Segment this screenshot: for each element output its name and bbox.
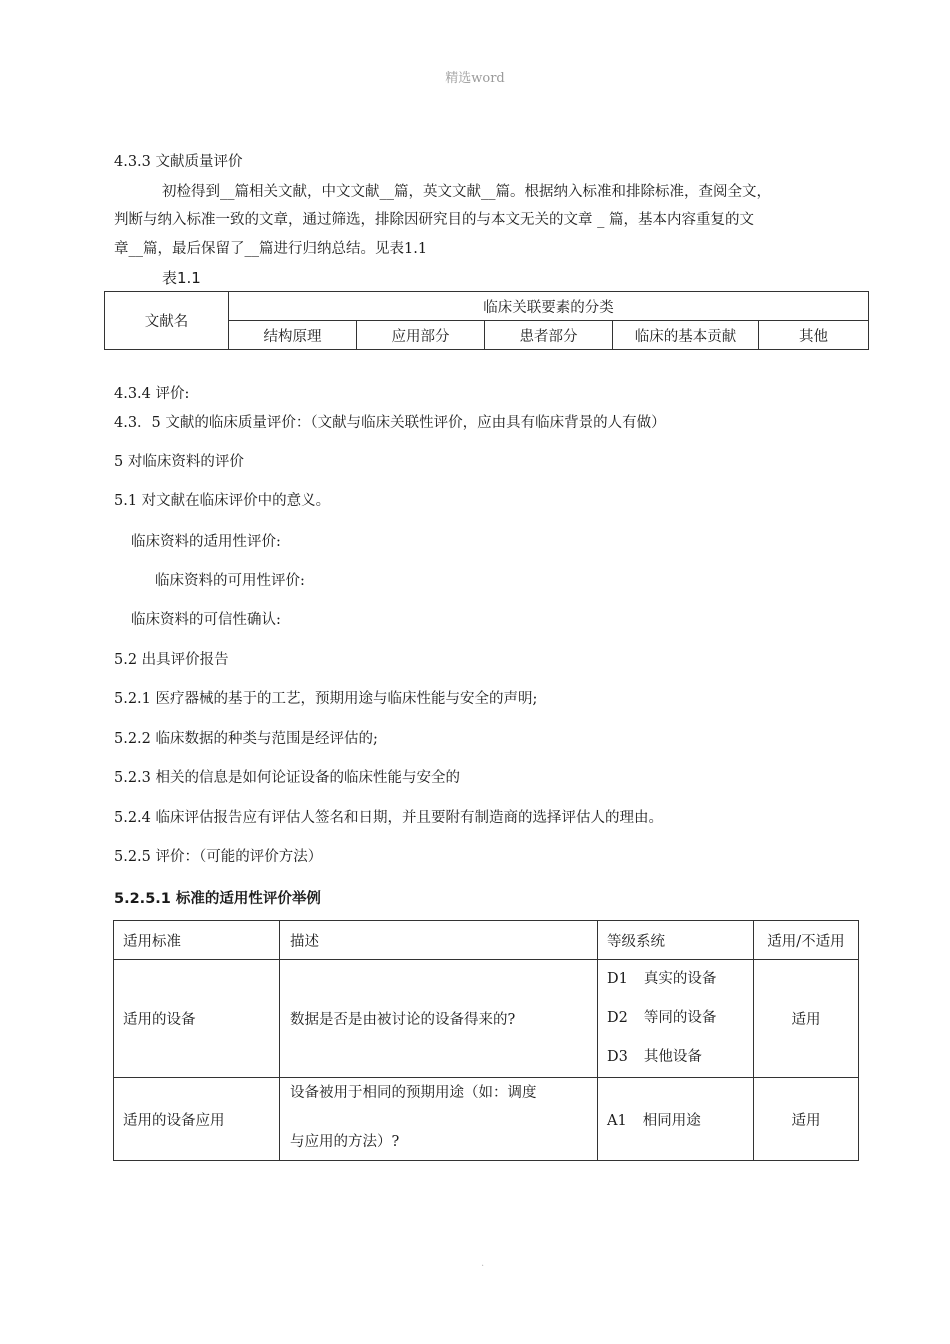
section-5-2: 5.2 出具评价报告 xyxy=(114,652,229,668)
paragraph-line-2: 判断与纳入标准一致的文章，通过筛选，排除因研究目的与本文无关的文章 _ 篇，基本内容重复的文 xyxy=(114,212,754,228)
section-4-3-4: 4.3.4 评价: xyxy=(114,386,190,402)
section-5: 5 对临床资料的评价 xyxy=(114,454,244,470)
section-5-2-1: 5.2.1 医疗器械的基于的工艺，预期用途与临床性能与安全的声明; xyxy=(114,691,538,707)
subheader-patient: 患者部分 xyxy=(485,321,613,350)
subheader-application: 应用部分 xyxy=(357,321,485,350)
section-5-2-3: 5.2.3 相关的信息是如何论证设备的临床性能与安全的 xyxy=(114,770,461,786)
subheader-clinical-contribution: 临床的基本贡献 xyxy=(613,321,759,350)
th-standard: 适用标准 xyxy=(114,921,280,960)
row1-description: 数据是否是由被讨论的设备得来的? xyxy=(280,960,598,1078)
subheader-other: 其他 xyxy=(759,321,869,350)
row1-grading xyxy=(598,960,754,1078)
section-5-2-5: 5.2.5 评价：（可能的评价方法） xyxy=(114,849,323,865)
item-applicability: 临床资料的适用性评价: xyxy=(131,534,281,550)
section-5-2-2: 5.2.2 临床数据的种类与范围是经评估的; xyxy=(114,731,378,747)
row2-applicable: 适用 xyxy=(754,1078,859,1161)
th-applicable: 适用/不适用 xyxy=(754,921,859,960)
table-1-1 xyxy=(104,291,869,350)
row2-description-line-1: 设备被用于相同的预期用途（如：调度 xyxy=(290,1085,537,1101)
grade-code: D2 xyxy=(607,1010,628,1026)
row2-description-line-2: 与应用的方法）? xyxy=(290,1134,400,1150)
th-description: 描述 xyxy=(280,921,598,960)
grade-d2 xyxy=(607,999,753,1038)
grade-code: D3 xyxy=(607,1049,628,1065)
grade-code: A1 xyxy=(607,1112,627,1129)
section-4-3-3-heading: 4.3.3 文献质量评价 xyxy=(114,154,243,170)
item-credibility: 临床资料的可信性确认: xyxy=(131,612,281,628)
row1-standard: 适用的设备 xyxy=(114,960,280,1078)
group-header-clinical-elements: 临床关联要素的分类 xyxy=(229,292,869,321)
grade-text: 其他设备 xyxy=(643,1049,702,1065)
row2-grading xyxy=(598,1078,754,1161)
grade-text: 真实的设备 xyxy=(643,971,717,987)
grade-text: 相同用途 xyxy=(642,1112,701,1129)
section-5-1: 5.1 对文献在临床评价中的意义。 xyxy=(114,493,331,509)
col-doc-name: 文献名 xyxy=(105,292,229,350)
applicability-table xyxy=(113,920,859,1161)
row2-standard: 适用的设备应用 xyxy=(114,1078,280,1161)
footer-dot: . xyxy=(481,1258,485,1269)
section-5-2-5-1-heading: 5.2.5.1 标准的适用性评价举例 xyxy=(114,891,321,907)
subheader-structure: 结构原理 xyxy=(229,321,357,350)
paragraph-line-3: 章__篇，最后保留了__篇进行归纳总结。见表1.1 xyxy=(114,241,428,257)
row1-applicable: 适用 xyxy=(754,960,859,1078)
grade-code: D1 xyxy=(607,971,628,987)
section-4-3-5: 4.3．5 文献的临床质量评价：（文献与临床关联性评价，应由具有临床背景的人有做） xyxy=(114,415,666,431)
grade-d3 xyxy=(607,1038,753,1077)
row2-description xyxy=(280,1078,598,1161)
table-1-1-caption: 表1.1 xyxy=(162,269,201,287)
th-grading: 等级系统 xyxy=(598,921,754,960)
grade-text: 等同的设备 xyxy=(643,1010,717,1026)
page-header-watermark: 精选word xyxy=(445,71,505,86)
paragraph-line-1: 初检得到__篇相关文献，中文文献__篇，英文文献__篇。根据纳入标准和排除标准，查阅全文， xyxy=(162,184,771,200)
item-usability: 临床资料的可用性评价: xyxy=(155,573,305,589)
section-5-2-4: 5.2.4 临床评估报告应有评估人签名和日期，并且要附有制造商的选择评估人的理由。 xyxy=(114,810,664,826)
grade-d1 xyxy=(607,960,753,999)
